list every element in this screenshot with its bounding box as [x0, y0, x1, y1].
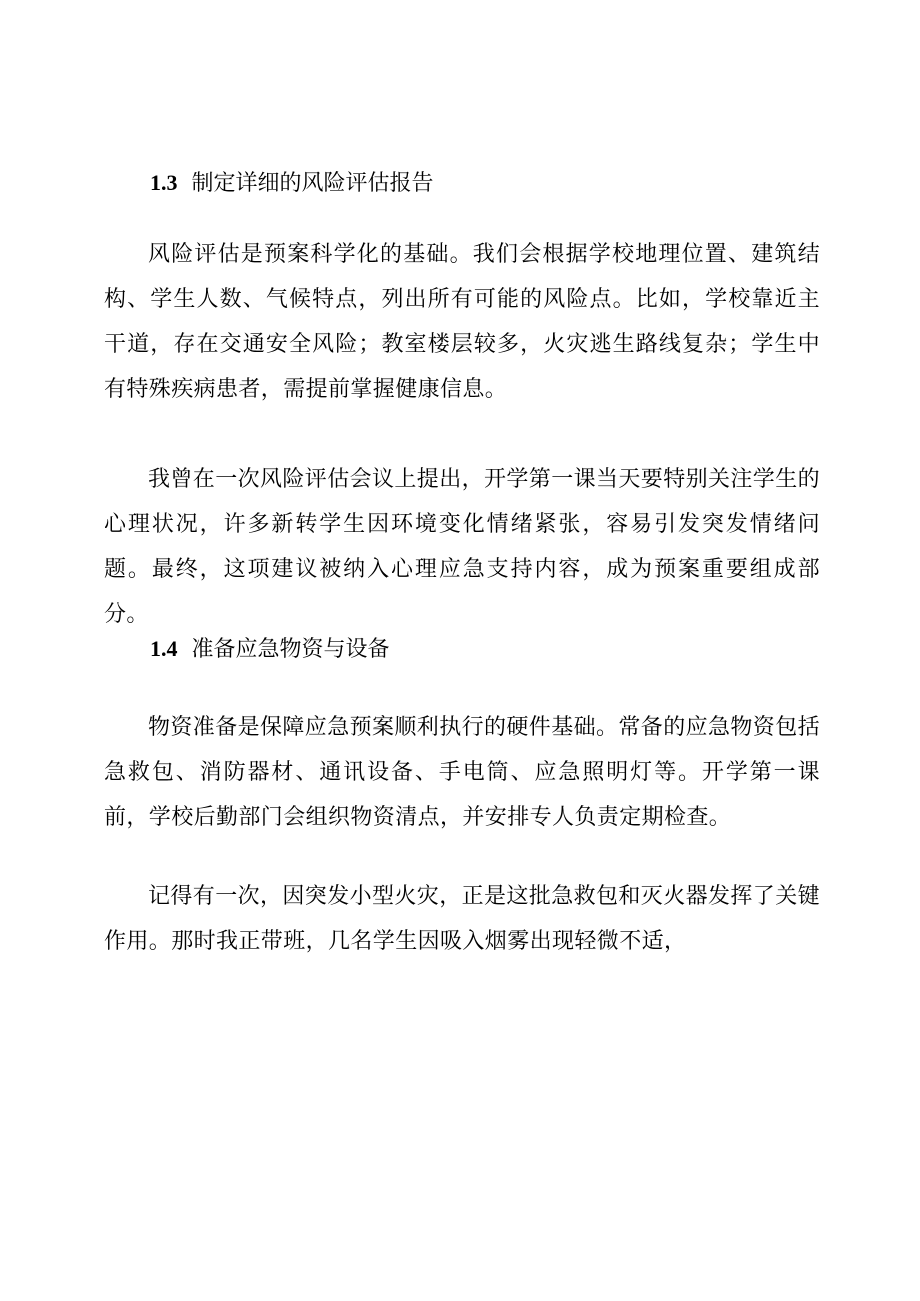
section-heading-1-3 — [150, 168, 830, 199]
section-number: 1.4 — [150, 636, 178, 661]
section-heading-1-4 — [150, 634, 830, 665]
paragraph: 我曾在一次风险评估会议上提出，开学第一课当天要特别关注学生的心理状况，许多新转学生因环境变化情绪紧张，容易引发突发情绪问题。最终，这项建议被纳入心理应急支持内容，成为预案重要组成部分。 — [104, 467, 821, 627]
section-number: 1.3 — [150, 170, 178, 195]
paragraph: 物资准备是保障应急预案顺利执行的硬件基础。常备的应急物资包括急救包、消防器材、通讯设备、手电筒、应急照明灯等。开学第一课前，学校后勤部门会组织物资清点，并安排专人负责定期检查。 — [104, 715, 821, 830]
paragraph: 风险评估是预案科学化的基础。我们会根据学校地理位置、建筑结构、学生人数、气候特点，列出所有可能的风险点。比如，学校靠近主干道，存在交通安全风险；教室楼层较多，火灾逃生路线复杂；学生中有特殊疾病患者，需提前掌握健康信息。 — [104, 242, 820, 402]
section-title: 制定详细的风险评估报告 — [191, 171, 434, 196]
paragraph: 记得有一次，因突发小型火灾，正是这批急救包和灭火器发挥了关键作用。那时我正带班，几名学生因吸入烟雾出现轻微不适， — [104, 884, 821, 954]
section-title: 准备应急物资与设备 — [191, 637, 390, 662]
